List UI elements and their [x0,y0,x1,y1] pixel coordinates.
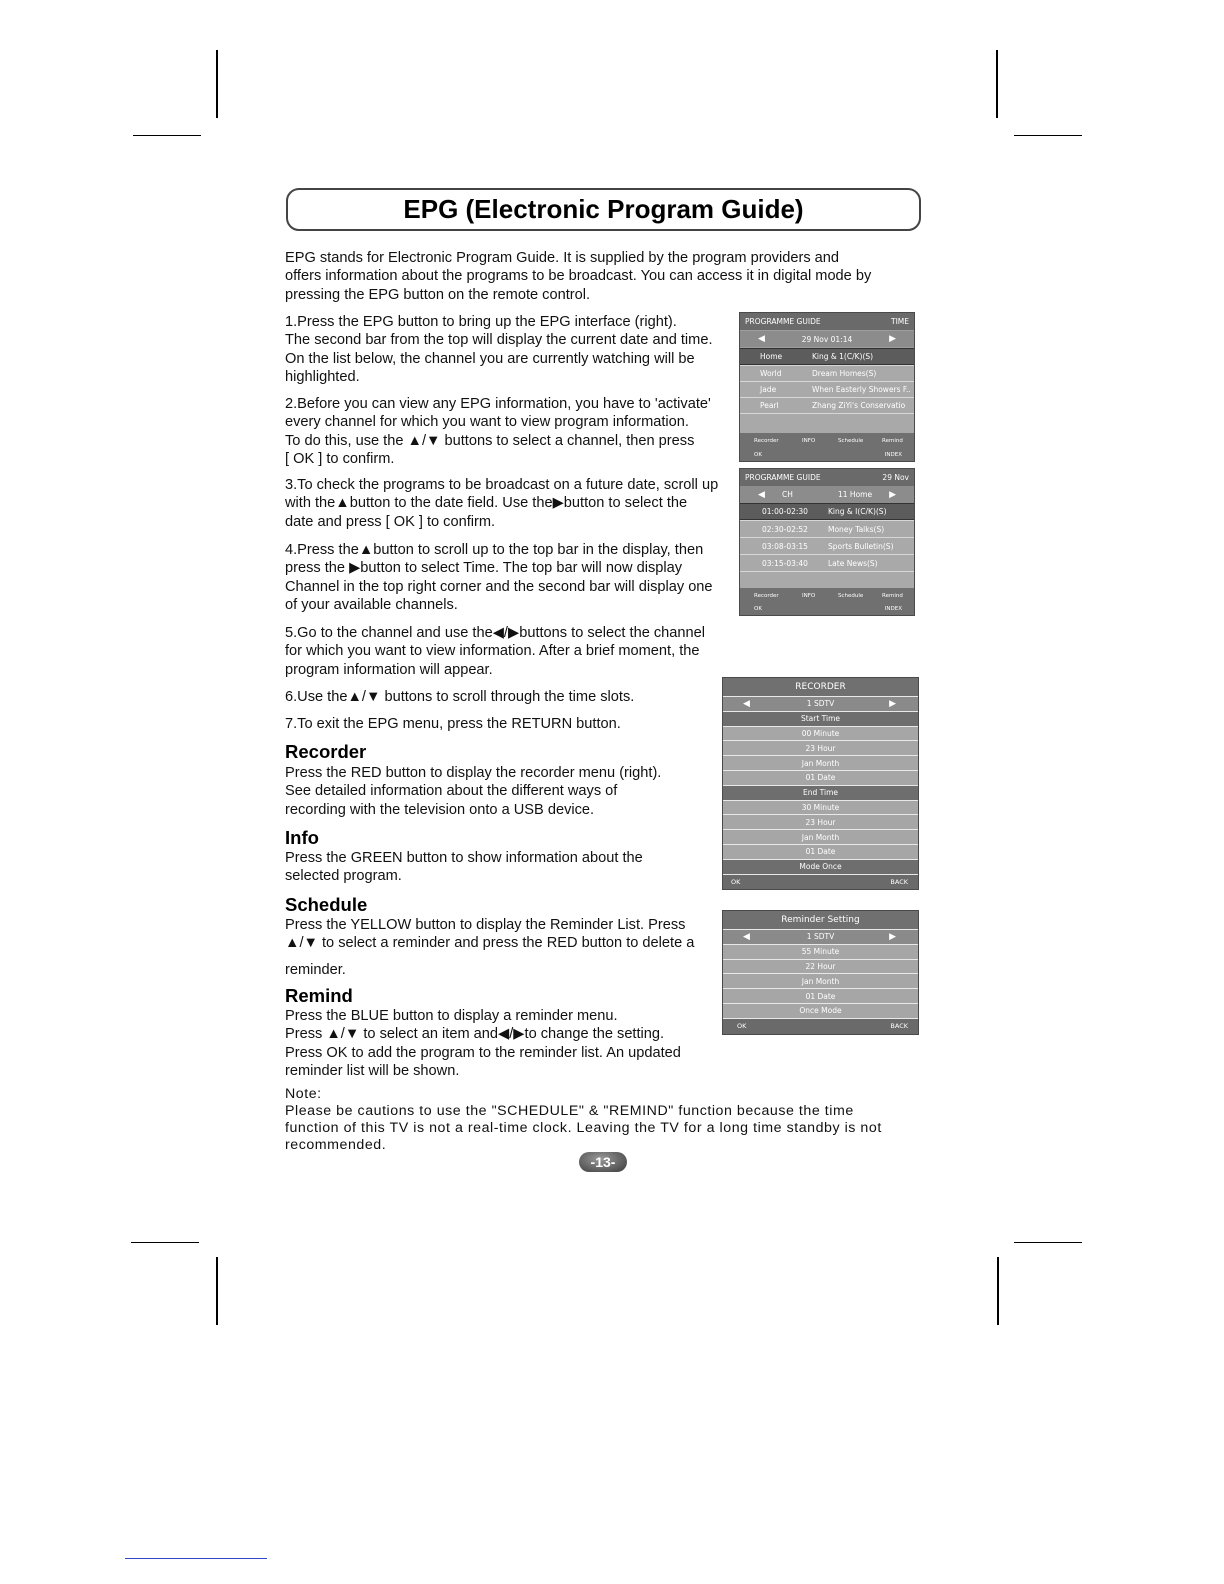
key-remind[interactable]: Remind [882,438,903,444]
key-back[interactable]: BACK [890,877,908,886]
epg-empty-row [740,571,914,588]
info-heading: Info [285,827,319,848]
epg-row[interactable] [740,503,914,520]
channel-name: Jade [760,385,777,394]
info-text: Press the GREEN button to show information about the selected program. [285,850,643,885]
program-name: Zhang ZiYi's Conservatio [812,401,906,410]
epg-row[interactable] [740,381,914,397]
crop-mark [1014,1242,1082,1243]
channel-value: 1 SDTV [806,699,835,709]
epg-screen-time [739,468,915,616]
epg-row[interactable] [740,554,914,571]
menu-item[interactable]: 01 Date [723,989,918,1004]
step-5: 5.Go to the channel and use the◀/▶buttons to select the channel for which you want to view information. After a brief moment, the program information will appear. [285,625,706,678]
reminder-menu-title: Reminder Setting [723,911,918,930]
key-index[interactable]: INDEX [884,452,902,458]
crop-mark [216,50,218,118]
epg-footer [740,588,914,616]
key-schedule[interactable]: Schedule [838,438,864,444]
page-number: -13- [579,1152,627,1172]
menu-item[interactable]: 01 Date [723,845,918,860]
step-6: 6.Use the▲/▼ buttons to scroll through the time slots. [285,689,635,705]
epg-footer [740,433,914,462]
menu-item[interactable]: 01 Date [723,771,918,786]
key-remind[interactable]: Remind [882,593,903,599]
epg-row[interactable] [740,348,914,365]
intro-paragraph: EPG stands for Electronic Program Guide. It is supplied by the program providers and offers information about the programs to be broadcast. You can access it in digital mode by pressing the EPG button on the remote control. [285,250,872,303]
program-name: Late News(S) [828,558,878,568]
epg-row[interactable] [740,397,914,413]
channel-name: Home [760,352,783,361]
menu-section-label: End Time [723,786,918,801]
crop-mark [997,1257,999,1325]
step-1: 1.Press the EPG button to bring up the EPG interface (right). The second bar from the top will display the current date and time. On the list below, the channel you are currently watching will be highlighted. [285,314,713,385]
epg-date: 29 Nov 01:14 [801,334,853,344]
step-7: 7.To exit the EPG menu, press the RETURN button. [285,716,621,732]
key-ok[interactable]: OK [737,1022,747,1031]
left-arrow-icon[interactable]: ◀ [743,698,750,709]
time-slot: 01:00-02:30 [762,507,808,516]
page-title: EPG (Electronic Program Guide) [286,188,921,231]
menu-item[interactable]: Jan Month [723,974,918,989]
recorder-channel-selector[interactable] [723,697,918,712]
channel-value: 1 SDTV [806,932,835,942]
time-slot: 03:15-03:40 [762,558,808,568]
epg-row[interactable] [740,365,914,381]
key-ok[interactable]: OK [754,606,762,612]
schedule-text: Press the YELLOW button to display the Reminder List. Press ▲/▼ to select a reminder and press the RED button to delete a reminder. [285,917,695,978]
bottom-rule [125,1558,267,1559]
key-back[interactable]: BACK [890,1022,908,1031]
key-index[interactable]: INDEX [884,606,902,612]
left-arrow-icon[interactable]: ◀ [743,931,750,942]
crop-mark [996,50,998,118]
recorder-menu [722,677,919,890]
epg-nav-channel: 11 Home [838,490,873,499]
menu-item[interactable]: 22 Hour [723,960,918,975]
time-slot: 02:30-02:52 [762,524,808,534]
key-ok[interactable]: OK [754,452,762,458]
program-name: King & 1(C/K)(S) [812,352,874,361]
menu-item[interactable]: 30 Minute [723,801,918,816]
menu-item[interactable]: Mode Once [723,860,918,875]
menu-item[interactable]: 23 Hour [723,741,918,756]
epg-screen-channel [739,312,915,462]
key-info[interactable]: INFO [802,593,816,599]
epg-header-date: 29 Nov [882,473,909,482]
epg-row[interactable] [740,537,914,554]
epg-header-mode: TIME [890,317,909,326]
remind-text: Press the BLUE button to display a reminder menu. Press ▲/▼ to select an item and◀/▶to change the setting. Press OK to add the program to the reminder list. An updated reminder list will be shown. [285,1008,681,1079]
remind-heading: Remind [285,985,353,1006]
right-arrow-icon[interactable]: ▶ [889,698,896,709]
channel-name: World [760,369,782,378]
menu-item[interactable]: Jan Month [723,756,918,771]
right-arrow-icon[interactable]: ▶ [889,334,896,344]
program-name: When Easterly Showers F.. [812,385,911,394]
program-name: Dream Homes(S) [812,369,877,378]
crop-mark [216,1257,218,1325]
reminder-menu [722,910,919,1035]
recorder-heading: Recorder [285,741,367,762]
key-recorder[interactable]: Recorder [754,438,779,444]
menu-item[interactable]: Once Mode [723,1004,918,1019]
note: Note: Please be cautions to use the "SCHEDULE" & "REMIND" function because the time function of this TV is not a real-time clock. Leaving the TV for a long time standby is not recommended. [285,1086,882,1153]
epg-header-title: PROGRAMME GUIDE [745,317,821,326]
menu-item[interactable]: 23 Hour [723,815,918,830]
epg-empty-row [740,413,914,433]
schedule-heading: Schedule [285,894,368,915]
crop-mark [133,135,201,136]
epg-nav-label: CH [782,490,793,499]
left-arrow-icon[interactable]: ◀ [758,334,765,344]
channel-name: Pearl [760,401,779,410]
recorder-menu-title: RECORDER [723,678,918,697]
crop-mark [1014,135,1082,136]
program-name: Sports Bulletin(S) [828,541,894,551]
key-ok[interactable]: OK [731,877,741,886]
left-arrow-icon[interactable]: ◀ [758,489,765,500]
epg-row[interactable] [740,520,914,537]
key-info[interactable]: INFO [802,438,816,444]
reminder-channel-selector[interactable] [723,930,918,945]
step-3: 3.To check the programs to be broadcast on a future date, scroll up with the▲button to the date field. Use the▶button to select the date and press [ OK ] to confirm. [285,477,719,530]
crop-mark [131,1242,199,1243]
menu-item[interactable]: Jan Month [723,830,918,845]
menu-item[interactable]: 00 Minute [723,727,918,742]
recorder-text: Press the RED button to display the recorder menu (right). See detailed information about the different ways of recording with the television onto a USB device. [285,765,662,818]
menu-item[interactable]: 55 Minute [723,945,918,960]
key-recorder[interactable]: Recorder [754,593,779,599]
key-schedule[interactable]: Schedule [838,593,864,599]
program-name: King & I(C/K)(S) [828,507,887,516]
epg-header-title: PROGRAMME GUIDE [745,473,821,482]
right-arrow-icon[interactable]: ▶ [889,489,896,500]
step-4: 4.Press the▲button to scroll up to the top bar in the display, then press the ▶button to select Time. The top bar will now display Channel in the top right corner and the second bar will display one of your available channels. [285,542,713,613]
step-2: 2.Before you can view any EPG information, you have to 'activate' every channel for which you want to view program information. To do this, use the ▲/▼ buttons to select a channel, then press [ OK ] to confirm. [285,396,711,467]
right-arrow-icon[interactable]: ▶ [889,931,896,942]
time-slot: 03:08-03:15 [762,541,808,551]
program-name: Money Talks(S) [828,524,885,534]
menu-section-label: Start Time [723,712,918,727]
